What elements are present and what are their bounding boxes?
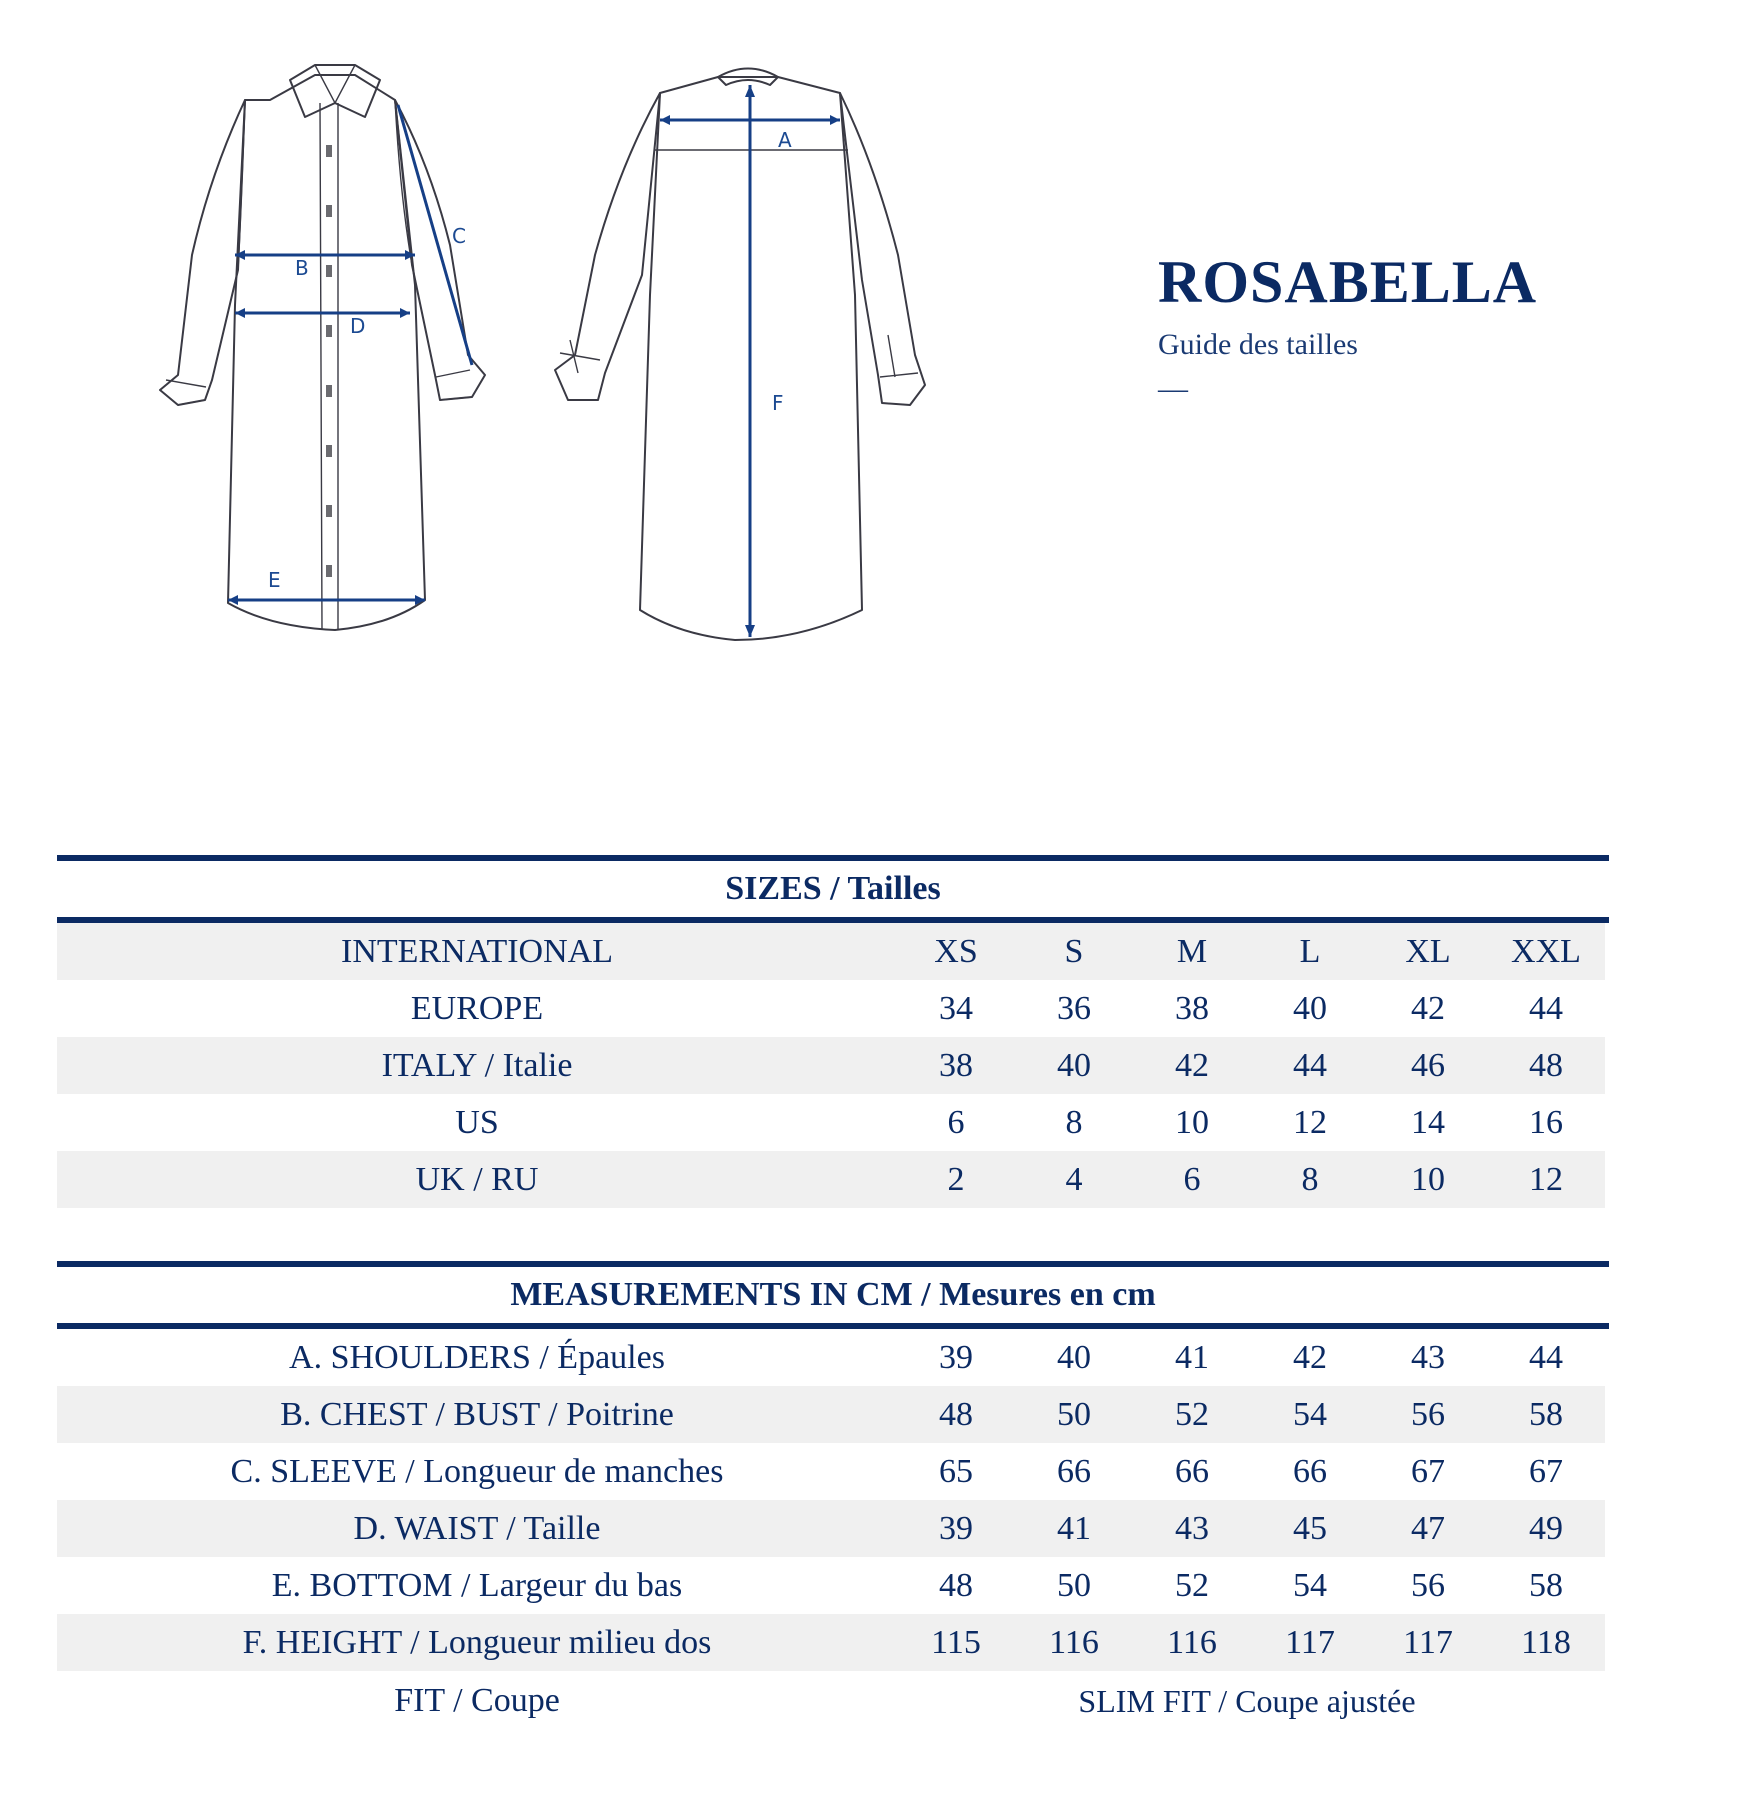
table-row — [57, 1151, 1605, 1208]
cell-value: 40 — [1293, 990, 1327, 1027]
cell-value: 66 — [1175, 1453, 1209, 1490]
cell-value: 42 — [1293, 1339, 1327, 1376]
row-label: US — [455, 1104, 499, 1141]
row-label: F. HEIGHT / Longueur milieu dos — [242, 1624, 712, 1661]
fit-row — [57, 1671, 1605, 1731]
header-size: XL — [1405, 933, 1451, 970]
cell-value: 50 — [1057, 1396, 1091, 1433]
cell-value: 10 — [1411, 1161, 1445, 1198]
cell-value: 66 — [1293, 1453, 1327, 1490]
row-label: B. CHEST / BUST / Poitrine — [280, 1396, 674, 1433]
cell-value: 47 — [1411, 1510, 1445, 1547]
front-view — [160, 65, 485, 630]
cell-value: 44 — [1529, 990, 1563, 1027]
table-row — [57, 1386, 1605, 1443]
label-b: B — [295, 256, 309, 280]
cell-value: 56 — [1411, 1567, 1445, 1604]
cell-value: 41 — [1175, 1339, 1209, 1376]
header-size: L — [1299, 933, 1321, 970]
cell-value: 8 — [1065, 1104, 1083, 1141]
cell-value: 10 — [1175, 1104, 1209, 1141]
fit-value: SLIM FIT / Coupe ajustée — [1078, 1683, 1416, 1719]
row-label: E. BOTTOM / Largeur du bas — [271, 1567, 683, 1604]
cell-value: 38 — [939, 1047, 973, 1084]
cell-value: 117 — [1285, 1624, 1335, 1661]
table-row — [57, 1557, 1605, 1614]
cell-value: 49 — [1529, 1510, 1563, 1547]
cell-value: 54 — [1293, 1396, 1327, 1433]
cell-value: 58 — [1529, 1567, 1563, 1604]
header-size: XXL — [1511, 933, 1581, 970]
cell-value: 14 — [1411, 1104, 1445, 1141]
cell-value: 43 — [1175, 1510, 1209, 1547]
cell-value: 67 — [1529, 1453, 1563, 1490]
header-size: S — [1064, 933, 1084, 970]
brand-block — [1158, 249, 1538, 406]
cell-value: 116 — [1167, 1624, 1217, 1661]
cell-value: 116 — [1049, 1624, 1099, 1661]
cell-value: 39 — [939, 1339, 973, 1376]
cell-value: 6 — [947, 1104, 965, 1141]
cell-value: 42 — [1175, 1047, 1209, 1084]
table-row — [57, 1443, 1605, 1500]
cell-value: 44 — [1293, 1047, 1327, 1084]
cell-value: 44 — [1529, 1339, 1563, 1376]
sizes-header-row — [57, 923, 1605, 980]
cell-value: 48 — [939, 1567, 973, 1604]
label-d: D — [350, 314, 366, 338]
cell-value: 12 — [1529, 1161, 1563, 1198]
cell-value: 50 — [1057, 1567, 1091, 1604]
cell-value: 16 — [1529, 1104, 1563, 1141]
cell-value: 4 — [1065, 1161, 1083, 1198]
label-a: A — [778, 128, 792, 152]
table-row — [57, 1094, 1605, 1151]
cell-value: 58 — [1529, 1396, 1563, 1433]
cell-value: 39 — [939, 1510, 973, 1547]
cell-value: 2 — [947, 1161, 965, 1198]
cell-value: 48 — [939, 1396, 973, 1433]
header-size: XS — [934, 933, 978, 970]
cell-value: 6 — [1183, 1161, 1201, 1198]
cell-value: 118 — [1521, 1624, 1571, 1661]
cell-value: 41 — [1057, 1510, 1091, 1547]
cell-value: 40 — [1057, 1047, 1091, 1084]
cell-value: 45 — [1293, 1510, 1327, 1547]
row-label: D. WAIST / Taille — [353, 1510, 601, 1547]
cell-value: 52 — [1175, 1396, 1209, 1433]
fit-label: FIT / Coupe — [394, 1682, 560, 1719]
back-view — [555, 69, 925, 641]
cell-value: 38 — [1175, 990, 1209, 1027]
row-label: EUROPE — [410, 990, 544, 1027]
measurements-table — [57, 1261, 1609, 1731]
row-label: UK / RU — [415, 1161, 539, 1198]
cell-value: 34 — [939, 990, 973, 1027]
cell-value: 66 — [1057, 1453, 1091, 1490]
cell-value: 40 — [1057, 1339, 1091, 1376]
row-label: ITALY / Italie — [381, 1047, 573, 1084]
measurements-title: MEASUREMENTS IN CM / Mesures en cm — [510, 1276, 1156, 1313]
cell-value: 56 — [1411, 1396, 1445, 1433]
row-label: C. SLEEVE / Longueur de manches — [230, 1453, 724, 1490]
cell-value: 48 — [1529, 1047, 1563, 1084]
table-row — [57, 1614, 1605, 1671]
cell-value: 46 — [1411, 1047, 1445, 1084]
table-row — [57, 1037, 1605, 1094]
cell-value: 36 — [1057, 990, 1091, 1027]
label-e: E — [268, 568, 281, 592]
brand-dash: — — [1158, 372, 1188, 405]
brand-title: ROSABELLA — [1158, 249, 1538, 315]
cell-value: 52 — [1175, 1567, 1209, 1604]
sizes-table — [57, 855, 1609, 1208]
cell-value: 43 — [1411, 1339, 1445, 1376]
cell-value: 65 — [939, 1453, 973, 1490]
cell-value: 42 — [1411, 990, 1445, 1027]
row-label: A. SHOULDERS / Épaules — [289, 1339, 665, 1376]
header-label: INTERNATIONAL — [341, 933, 613, 970]
sizes-title: SIZES / Tailles — [725, 870, 941, 907]
brand-subtitle: Guide des tailles — [1158, 328, 1358, 361]
label-c: C — [452, 224, 466, 248]
cell-value: 117 — [1403, 1624, 1453, 1661]
header-size: M — [1176, 933, 1208, 970]
label-f: F — [772, 391, 784, 415]
cell-value: 12 — [1293, 1104, 1327, 1141]
garment-diagram — [150, 55, 940, 685]
table-row — [57, 1500, 1605, 1557]
cell-value: 115 — [931, 1624, 981, 1661]
cell-value: 67 — [1411, 1453, 1445, 1490]
cell-value: 54 — [1293, 1567, 1327, 1604]
cell-value: 8 — [1301, 1161, 1319, 1198]
table-row — [57, 1329, 1605, 1386]
table-row — [57, 980, 1605, 1037]
